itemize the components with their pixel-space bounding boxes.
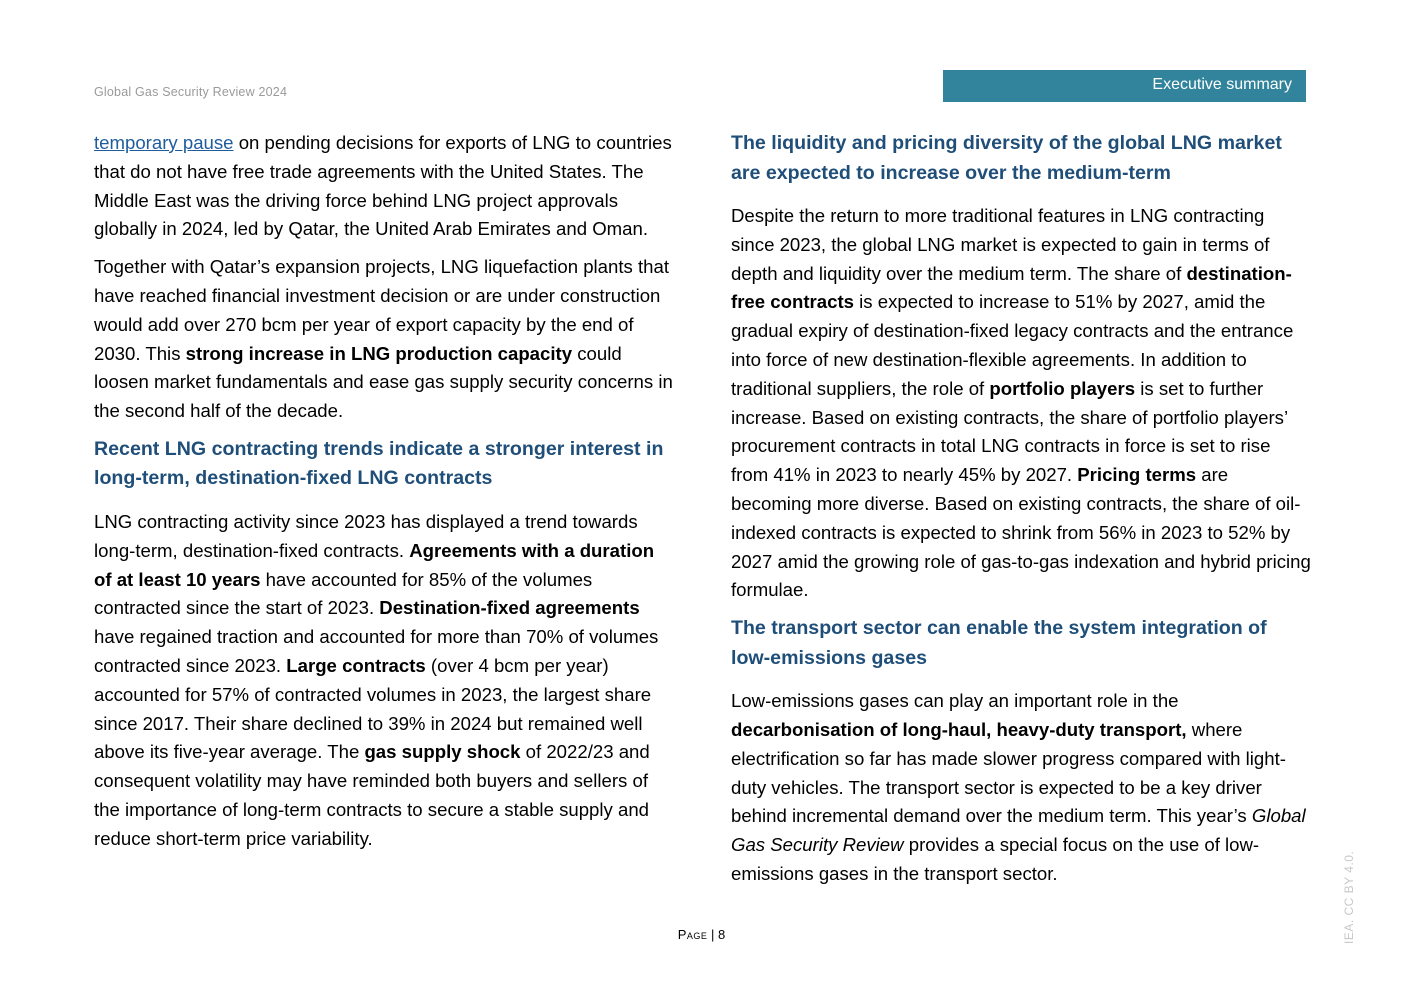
heading-transport-sector: The transport sector can enable the system integration of low-emissions gases	[731, 617, 1267, 669]
right-column	[731, 129, 1311, 898]
heading-contracting-trends: Recent LNG contracting trends indicate a stronger interest in long-term, destination-fixed LNG contracts	[94, 437, 664, 490]
heading-liquidity-pricing: The liquidity and pricing diversity of the global LNG market are expected to increase over the medium-term	[731, 132, 1282, 184]
temporary-pause-link[interactable]: temporary pause	[94, 132, 234, 153]
license-watermark: IEA. CC BY 4.0.	[1342, 850, 1356, 944]
running-title: Global Gas Security Review 2024	[94, 85, 288, 99]
paragraph-low-emissions-gases: Low-emissions gases can play an important role in the decarbonisation of long-haul, heavy-duty transport, where electrification so far has made slower progress compared with light-duty vehicles. The transport sector is expected to be a key driver behind incremental demand over the medium term. This year’s Global Gas Security Review provides a special focus on the use of low-emissions gases in the transport sector.	[731, 690, 1306, 884]
page-number: Page | 8	[677, 927, 726, 942]
paragraph-market-liquidity: Despite the return to more traditional features in LNG contracting since 2023, the global LNG market is expected to gain in terms of depth and liquidity over the medium term. The share of destination-free contracts is expected to increase to 51% by 2027, amid the gradual expiry of destination-fixed legacy contracts and the entrance into force of new destination-flexible agreements. In addition to traditional suppliers, the role of portfolio players is set to further increase. Based on existing contracts, the share of portfolio players’ procurement contracts in total LNG contracts in force is set to rise from 41% in 2023 to nearly 45% by 2027. Pricing terms are becoming more diverse. Based on existing contracts, the share of oil-indexed contracts is expected to shrink from 56% in 2023 to 52% by 2027 amid the growing role of gas-to-gas indexation and hybrid pricing formulae.	[731, 205, 1311, 601]
left-column	[94, 129, 674, 863]
section-banner: Executive summary	[943, 70, 1306, 102]
paragraph-contracting-activity: LNG contracting activity since 2023 has displayed a trend towards long-term, destination-fixed contracts. Agreements with a duration of at least 10 years have accounted for 85% of the volumes contracted since the start of 2023. Destination-fixed agreements have regained traction and accounted for more than 70% of volumes contracted since 2023. Large contracts (over 4 bcm per year) accounted for 57% of contracted volumes in 2023, the largest share since 2017. Their share declined to 39% in 2024 but remained well above its five-year average. The gas supply shock of 2022/23 and consequent volatility may have reminded both buyers and sellers of the importance of long-term contracts to secure a stable supply and reduce short-term price variability.	[94, 510, 659, 849]
paragraph-liquefaction-capacity: Together with Qatar’s expansion projects, LNG liquefaction plants that have reached financial investment decision or are under construction would add over 270 bcm per year of export capacity by the end of 2030. This strong increase in LNG production capacity could loosen market fundamentals and ease gas supply security concerns in the second half of the decade.	[94, 256, 673, 422]
paragraph-lng-approvals: temporary pause on pending decisions for exports of LNG to countries that do not have free trade agreements with the United States. The Middle East was the driving force behind LNG project approvals globally in 2024, led by Qatar, the United Arab Emirates and Oman.	[94, 132, 672, 240]
